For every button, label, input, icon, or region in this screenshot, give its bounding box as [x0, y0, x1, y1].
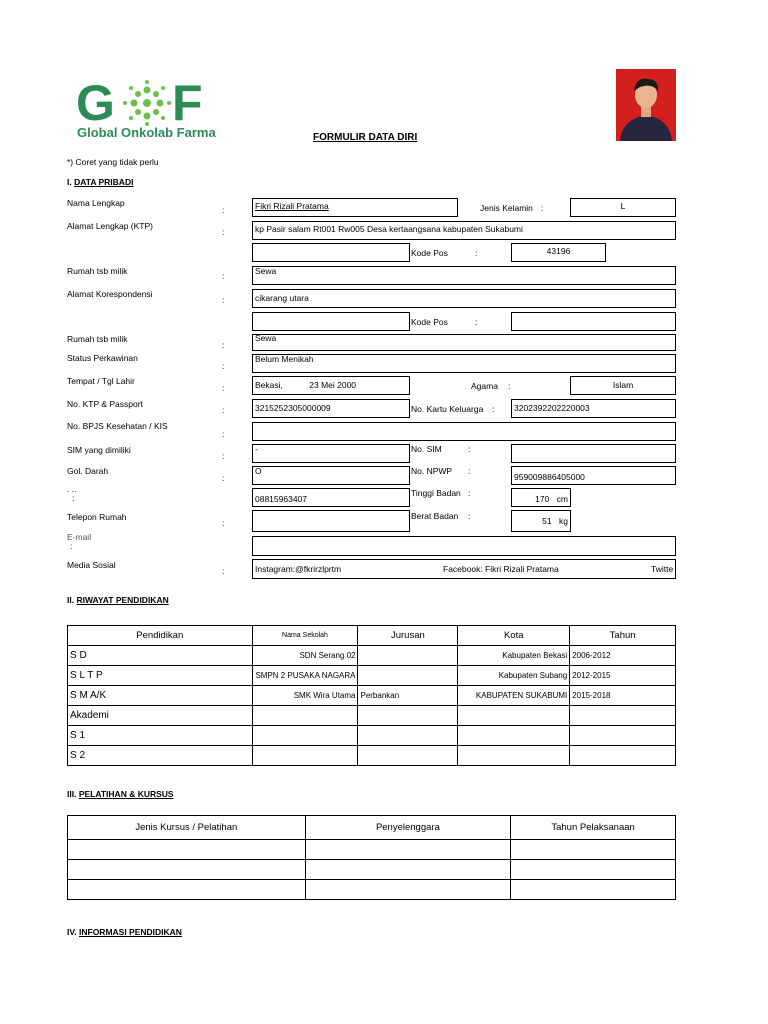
section-title: DATA PRIBADI: [74, 177, 134, 187]
label-bpjs: No. BPJS Kesehatan / KIS: [67, 421, 168, 431]
cell-kota[interactable]: KABUPATEN SUKABUMI: [458, 686, 570, 706]
table-row: [68, 880, 676, 900]
cell-tahun[interactable]: 2015-2018: [570, 686, 676, 706]
field-email[interactable]: [252, 536, 676, 556]
cell-pendidikan[interactable]: S L T P: [68, 666, 253, 686]
label-kartu-keluarga: No. Kartu Keluarga: [411, 404, 484, 414]
section-number: II.: [67, 595, 75, 605]
label-no-sim: No. SIM: [411, 444, 442, 454]
colon: :: [222, 340, 225, 350]
label-ktp: No. KTP & Passport: [67, 399, 143, 409]
field-rumah-milik-1[interactable]: Sewa: [252, 266, 676, 285]
berat-unit: kg: [559, 516, 568, 526]
table-row: [68, 706, 676, 726]
colon: :: [222, 227, 225, 237]
cell-jurusan[interactable]: [358, 726, 458, 746]
label-sim: SIM yang dimiliki: [67, 445, 131, 455]
cell-tahun[interactable]: [570, 746, 676, 766]
cell-tahun-pelaksanaan[interactable]: [511, 840, 676, 860]
berat-value: 51: [542, 516, 552, 526]
cell-kota[interactable]: Kabupaten Bekasi: [458, 646, 570, 666]
label-npwp: No. NPWP: [411, 466, 453, 476]
colon: :: [222, 405, 225, 415]
education-table: [67, 625, 676, 766]
colon: :: [222, 451, 225, 461]
cell-pendidikan[interactable]: S 2: [68, 746, 253, 766]
label-tinggi-badan: Tinggi Badan: [411, 488, 461, 498]
note-text: *) Coret yang tidak perlu: [67, 157, 159, 167]
field-berat-badan[interactable]: [511, 510, 571, 532]
cell-nama-sekolah[interactable]: SDN Serang 02: [252, 646, 358, 666]
field-tempat: Bekasi,: [255, 380, 283, 390]
colon: :: [468, 488, 471, 498]
label-telp: Telepon Rumah: [67, 512, 127, 522]
colon: :: [222, 205, 225, 215]
field-alamat[interactable]: kp Pasir salam Rt001 Rw005 Desa kertaangsana kabupaten Sukabumi: [252, 221, 676, 240]
cell-nama-sekolah[interactable]: [252, 746, 358, 766]
cell-penyelenggara[interactable]: [305, 880, 511, 900]
logo-dots-icon: [120, 80, 174, 126]
field-no-sim[interactable]: [511, 444, 676, 463]
section-number: IV.: [67, 927, 77, 937]
field-agama[interactable]: Islam: [570, 376, 676, 395]
label-ttl: Tempat / Tgl Lahir: [67, 376, 135, 386]
colon: :: [492, 404, 495, 414]
tinggi-unit: cm: [556, 494, 568, 504]
section-title: INFORMASI PENDIDIKAN: [79, 927, 182, 937]
cell-jurusan[interactable]: Perbankan: [358, 686, 458, 706]
field-kode-pos-2[interactable]: [511, 312, 676, 331]
cell-jurusan[interactable]: [358, 706, 458, 726]
section-informasi-pendidikan: [67, 927, 182, 937]
colon: :: [222, 473, 225, 483]
tinggi-value: 170: [535, 494, 550, 504]
section-number: I.: [67, 177, 72, 187]
label-kode-pos-2: Kode Pos: [411, 317, 448, 327]
field-korespondensi[interactable]: cikarang utara: [252, 289, 676, 308]
instagram-value: Instagram:@fkrirzlprtm: [255, 564, 342, 574]
table-header-row: [68, 626, 676, 646]
label-kode-pos-1: Kode Pos: [411, 248, 448, 258]
cell-jurusan[interactable]: [358, 746, 458, 766]
logo-subtitle: Global Onkolab Farma: [77, 125, 216, 140]
section-title: PELATIHAN & KURSUS: [78, 789, 174, 799]
cell-pendidikan[interactable]: S 1: [68, 726, 253, 746]
table-row: [68, 860, 676, 880]
colon: :: [222, 361, 225, 371]
field-telepon-rumah[interactable]: [252, 510, 410, 532]
cell-penyelenggara[interactable]: [305, 860, 511, 880]
header-tahun-pelaksanaan: Tahun Pelaksanaan: [511, 816, 676, 840]
table-row: [68, 840, 676, 860]
cell-tahun-pelaksanaan[interactable]: [511, 880, 676, 900]
field-korespondensi-2[interactable]: [252, 312, 410, 331]
label-darah: Gol. Darah: [67, 466, 109, 476]
table-row: [68, 686, 676, 706]
colon: :: [468, 444, 471, 454]
label-email: E-mail: [67, 532, 92, 542]
header-jenis-kursus: Jenis Kursus / Pelatihan: [68, 816, 306, 840]
field-bpjs[interactable]: [252, 422, 676, 441]
section-number: III.: [67, 789, 77, 799]
logo-letter-f: F: [172, 75, 203, 131]
profile-photo: [616, 69, 676, 141]
table-row: [68, 666, 676, 686]
colon: :: [475, 317, 478, 327]
section-data-pribadi: [67, 177, 133, 187]
colon: :: [541, 203, 544, 213]
form-title: FORMULIR DATA DIRI: [313, 132, 418, 143]
cell-kota[interactable]: [458, 746, 570, 766]
colon: :: [222, 295, 225, 305]
cell-jenis-kursus[interactable]: [68, 880, 306, 900]
label-alamat: Alamat Lengkap (KTP): [67, 221, 153, 231]
cell-nama-sekolah[interactable]: SMK Wira Utama: [252, 686, 358, 706]
cell-jenis-kursus[interactable]: [68, 840, 306, 860]
cell-tahun-pelaksanaan[interactable]: [511, 860, 676, 880]
field-status[interactable]: Belum Menikah: [252, 354, 676, 373]
header-nama-sekolah: Nama Sekolah: [252, 626, 358, 646]
colon: :: [508, 381, 511, 391]
label-korespondensi: Alamat Korespondensi: [67, 289, 153, 299]
label-rumah-milik-2: Rumah tsb milik: [67, 334, 128, 344]
field-kode-pos-1[interactable]: 43196: [511, 243, 606, 262]
label-status: Status Perkawinan: [67, 353, 138, 363]
cell-tahun[interactable]: 2012-2015: [570, 666, 676, 686]
colon: :: [468, 511, 471, 521]
field-npwp[interactable]: 959009886405000: [511, 466, 676, 485]
header-pendidikan: Pendidikan: [68, 626, 253, 646]
field-ktp[interactable]: 3215252305000009: [252, 399, 410, 418]
logo-letter-g: G: [76, 75, 115, 131]
label-nama: Nama Lengkap: [67, 198, 125, 208]
colon: :: [72, 493, 75, 503]
twitter-value: Twitte: [651, 564, 674, 574]
cell-kota[interactable]: [458, 706, 570, 726]
cell-jurusan[interactable]: [358, 666, 458, 686]
table-header-row: [68, 816, 676, 840]
cell-jenis-kursus[interactable]: [68, 860, 306, 880]
cell-tahun[interactable]: 2006-2012: [570, 646, 676, 666]
colon: :: [70, 541, 73, 551]
cell-pendidikan[interactable]: S D: [68, 646, 253, 666]
field-gol-darah[interactable]: O: [252, 466, 410, 485]
label-jenis-kelamin: Jenis Kelamin: [480, 203, 533, 213]
label-rumah-milik-1: Rumah tsb milik: [67, 266, 128, 276]
table-row: [68, 726, 676, 746]
cell-pendidikan[interactable]: S M A/K: [68, 686, 253, 706]
header-penyelenggara: Penyelenggara: [305, 816, 511, 840]
cell-nama-sekolah[interactable]: SMPN 2 PUSAKA NAGARA: [252, 666, 358, 686]
cell-tahun[interactable]: [570, 726, 676, 746]
cell-jurusan[interactable]: [358, 646, 458, 666]
field-nama[interactable]: Fikri Rizali Pratama: [252, 198, 458, 217]
field-sim[interactable]: -: [252, 444, 410, 463]
colon: :: [222, 566, 225, 576]
cell-kota[interactable]: Kabupaten Subang: [458, 666, 570, 686]
cell-pendidikan[interactable]: Akademi: [68, 706, 253, 726]
field-hp[interactable]: 08815963407: [252, 488, 410, 507]
header-jurusan: Jurusan: [358, 626, 458, 646]
facebook-value: Facebook: Fikri Rizali Pratama: [443, 564, 559, 574]
colon: :: [222, 271, 225, 281]
field-tgl: 23 Mei 2000: [309, 380, 357, 390]
cell-penyelenggara[interactable]: [305, 840, 511, 860]
colon: :: [222, 383, 225, 393]
field-ttl[interactable]: [252, 376, 410, 395]
colon: :: [222, 429, 225, 439]
header-kota: Kota: [458, 626, 570, 646]
course-table: [67, 815, 676, 900]
colon: :: [468, 466, 471, 476]
cell-nama-sekolah[interactable]: [252, 726, 358, 746]
section-riwayat-pendidikan: [67, 595, 169, 605]
field-jenis-kelamin[interactable]: L: [570, 198, 676, 217]
label-hp: . ..: [67, 484, 77, 494]
table-row: [68, 646, 676, 666]
table-row: [68, 746, 676, 766]
cell-tahun[interactable]: [570, 706, 676, 726]
section-pelatihan-kursus: [67, 789, 174, 799]
field-media-sosial[interactable]: [252, 559, 676, 579]
field-rumah-milik-2[interactable]: Sewa: [252, 334, 676, 351]
section-title: RIWAYAT PENDIDIKAN: [76, 595, 169, 605]
header-tahun: Tahun: [570, 626, 676, 646]
colon: :: [475, 248, 478, 258]
colon: :: [222, 518, 225, 528]
label-medsos: Media Sosial: [67, 560, 116, 570]
label-agama: Agama: [471, 381, 498, 391]
label-berat-badan: Berat Badan: [411, 511, 459, 521]
cell-kota[interactable]: [458, 726, 570, 746]
field-alamat-2[interactable]: [252, 243, 410, 262]
cell-nama-sekolah[interactable]: [252, 706, 358, 726]
field-tinggi-badan[interactable]: [511, 488, 571, 507]
field-kartu-keluarga[interactable]: 3202392202220003: [511, 399, 676, 418]
